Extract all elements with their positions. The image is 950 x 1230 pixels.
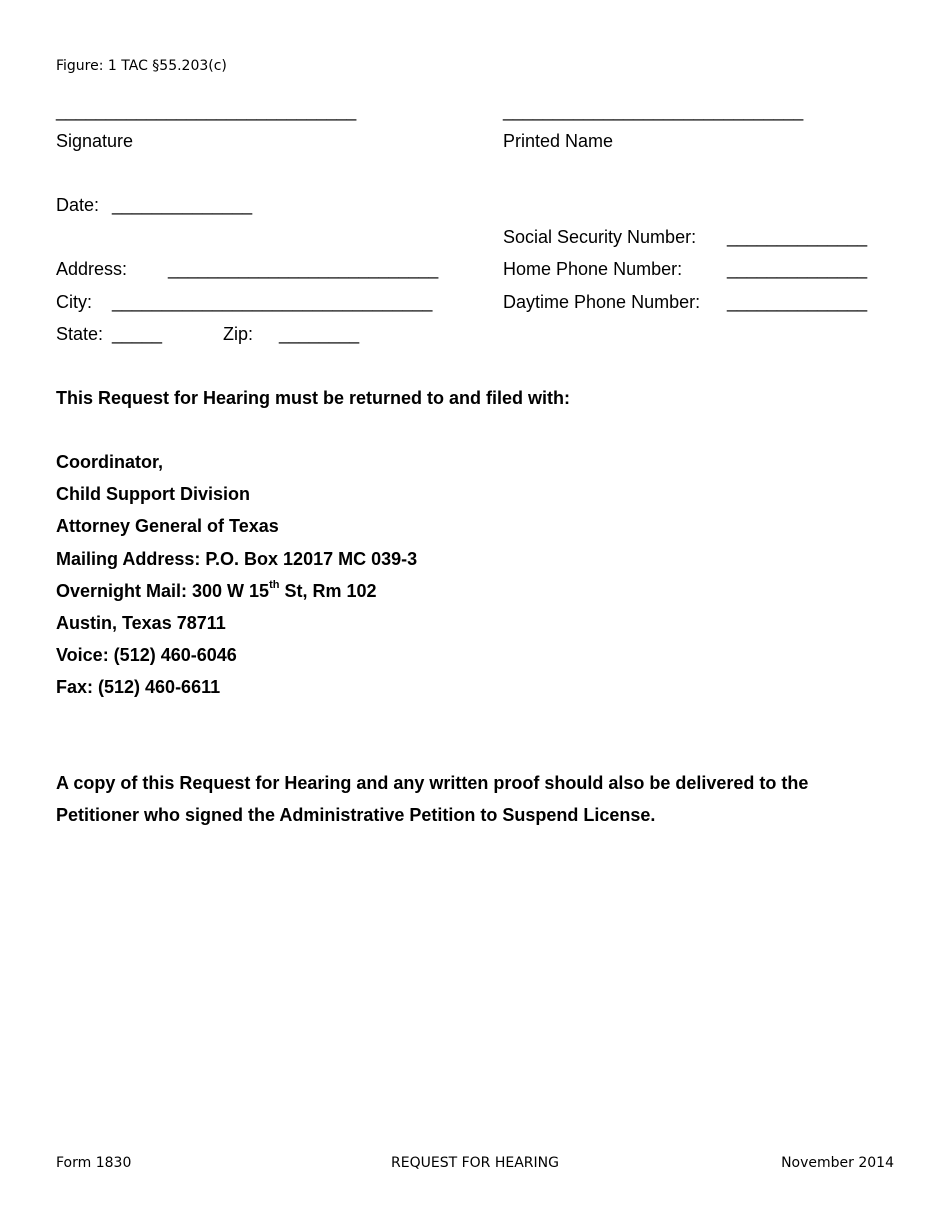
zip-field[interactable]: ________ bbox=[279, 324, 360, 344]
voice-number: Voice: (512) 460-6046 bbox=[56, 645, 237, 665]
footer-form-date: November 2014 bbox=[781, 1155, 894, 1171]
city-state-zip: Austin, Texas 78711 bbox=[56, 613, 226, 633]
daytime-phone-field[interactable]: ______________ bbox=[727, 292, 868, 312]
address-line-agency: Attorney General of Texas bbox=[56, 516, 279, 536]
state-field[interactable]: _____ bbox=[112, 324, 163, 344]
printed-name-line[interactable]: ______________________________ bbox=[503, 101, 804, 121]
date-field[interactable]: ______________ bbox=[112, 195, 253, 215]
home-phone-field[interactable]: ______________ bbox=[727, 259, 868, 279]
figure-reference: Figure: 1 TAC §55.203(c) bbox=[56, 58, 227, 74]
printed-name-label: Printed Name bbox=[503, 131, 614, 151]
overnight-mail-prefix: Overnight Mail: 300 W 15 bbox=[56, 581, 270, 601]
overnight-mail bbox=[56, 580, 377, 602]
address-line-coordinator: Coordinator, bbox=[56, 452, 163, 472]
address-line-division: Child Support Division bbox=[56, 484, 250, 504]
daytime-phone-label: Daytime Phone Number: bbox=[503, 292, 701, 312]
city-label: City: bbox=[56, 292, 92, 312]
state-label: State: bbox=[56, 324, 104, 344]
overnight-mail-suffix: St, Rm 102 bbox=[279, 581, 377, 601]
mailing-address: Mailing Address: P.O. Box 12017 MC 039-3 bbox=[56, 549, 418, 569]
return-heading: This Request for Hearing must be returned to and filed with: bbox=[56, 388, 571, 408]
ssn-label: Social Security Number: bbox=[503, 227, 697, 247]
date-label: Date: bbox=[56, 195, 100, 215]
copy-notice-line-2: Petitioner who signed the Administrative Petition to Suspend License. bbox=[56, 805, 656, 825]
fax-number: Fax: (512) 460-6611 bbox=[56, 677, 221, 697]
overnight-mail-ordinal: th bbox=[269, 579, 280, 591]
ssn-field[interactable]: ______________ bbox=[727, 227, 868, 247]
address-label: Address: bbox=[56, 259, 128, 279]
zip-label: Zip: bbox=[223, 324, 254, 344]
copy-notice-line-1: A copy of this Request for Hearing and any written proof should also be delivered to the bbox=[56, 773, 809, 793]
city-field[interactable]: ________________________________ bbox=[112, 292, 433, 312]
home-phone-label: Home Phone Number: bbox=[503, 259, 683, 279]
footer-form-number: Form 1830 bbox=[56, 1155, 132, 1171]
address-field[interactable]: ___________________________ bbox=[168, 259, 439, 279]
signature-line[interactable]: ______________________________ bbox=[56, 101, 357, 121]
signature-label: Signature bbox=[56, 131, 134, 151]
footer-form-title: REQUEST FOR HEARING bbox=[391, 1155, 559, 1171]
